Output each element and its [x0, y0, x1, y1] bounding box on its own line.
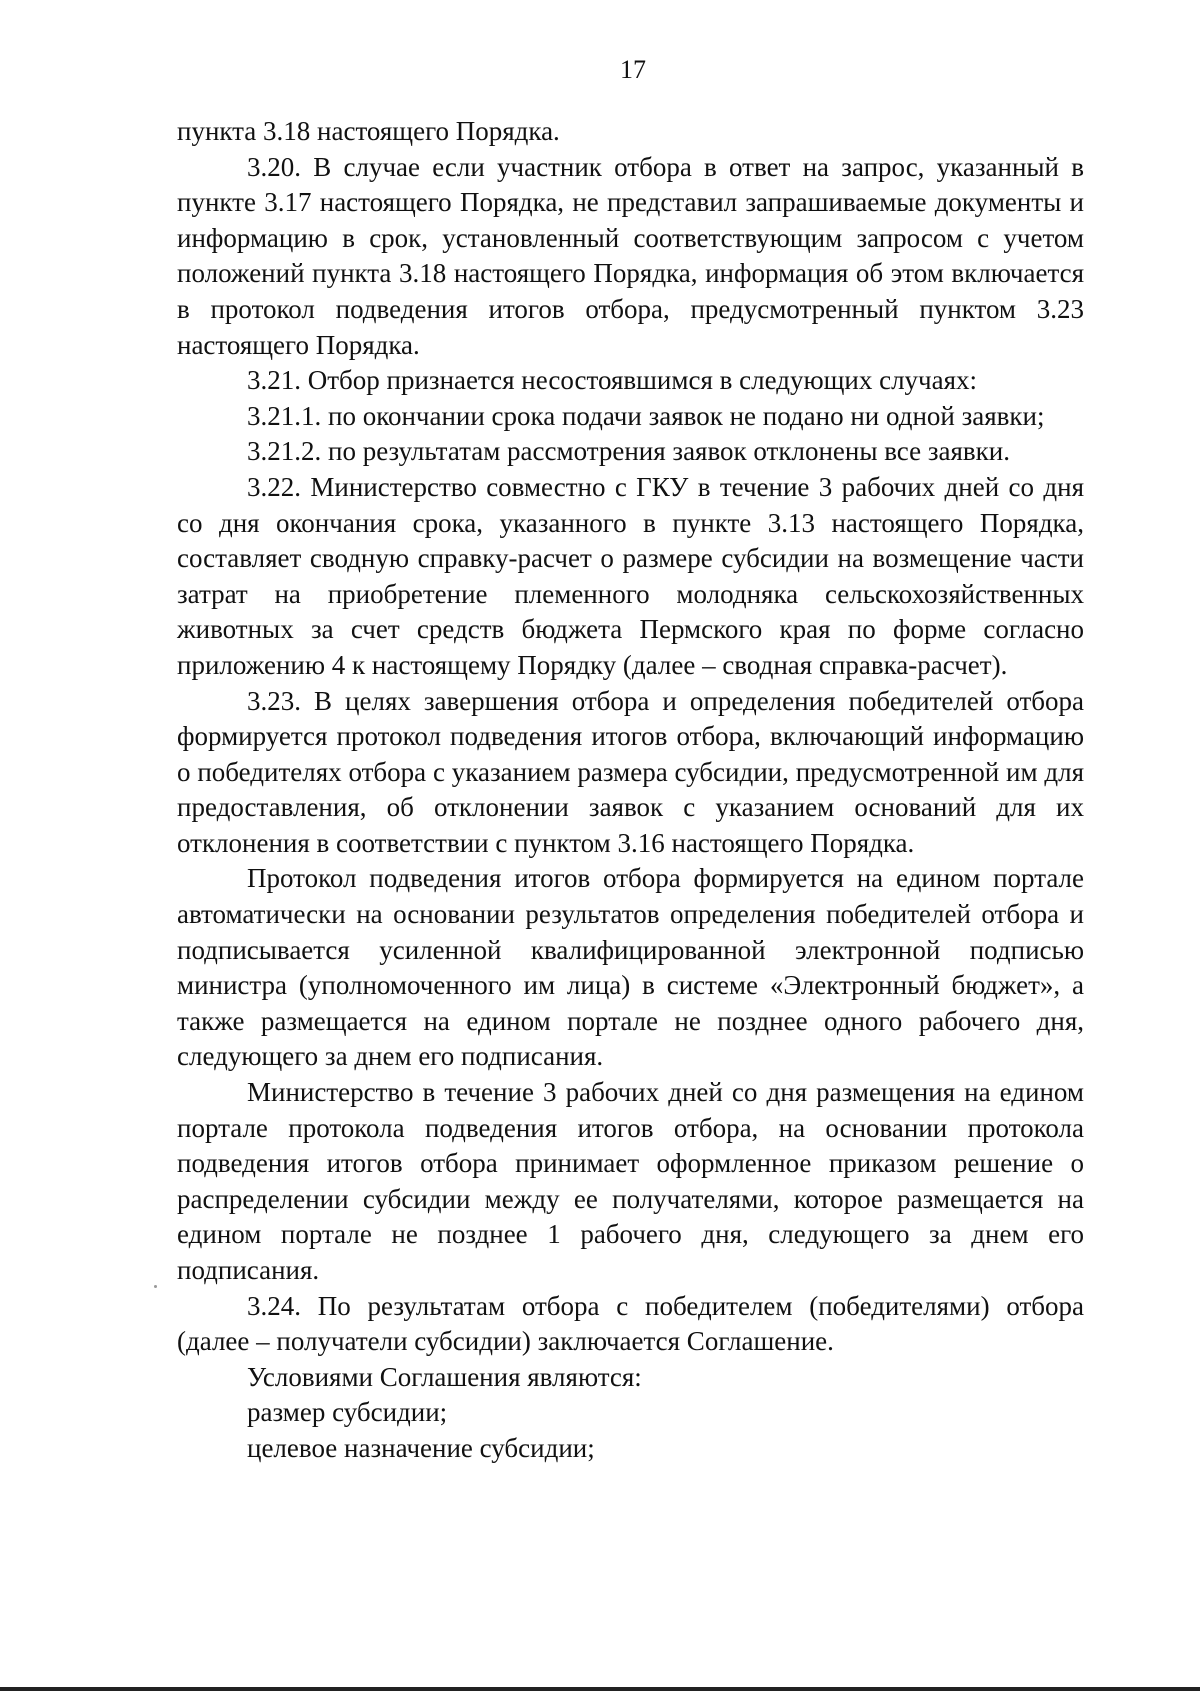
paragraph-3-21: 3.21. Отбор признается несостоявшимся в следующих случаях: [247, 365, 978, 396]
paragraph-protocol-formation: Протокол подведения итогов отбора формируется на едином портале автоматически на основании результатов определения победителей отбора и подписывается усиленной квалифицированной электронной подписью министра (уполномоченного им лица) в системе «Электронный бюджет», а также размещается на едином портале не позднее одного рабочего дня, следующего за днем его подписания. [177, 863, 1084, 1072]
paragraph-3-22: 3.22. Министерство совместно с ГКУ в течение 3 рабочих дней со дня со дня окончания срока, указанного в пункте 3.13 настоящего Порядка, составляет сводную справку-расчет о размере субсидии на возмещение части затрат на приобретение племенного молодняка сельскохозяйственных животных за счет средств бюджета Пермского края по форме согласно приложению 4 к настоящему Порядку (далее – сводная справка-расчет). [177, 471, 1084, 680]
scan-speck [154, 1285, 157, 1288]
document-body [177, 114, 1084, 1467]
list-item-subsidy-amount: размер субсидии; [247, 1397, 448, 1428]
list-item-subsidy-purpose: целевое назначение субсидии; [247, 1432, 595, 1463]
paragraph-3-21-2: 3.21.2. по результатам рассмотрения заявок отклонены все заявки. [247, 436, 1010, 467]
scan-bottom-edge [0, 1687, 1200, 1691]
paragraph-3-20: 3.20. В случае если участник отбора в ответ на запрос, указанный в пункте 3.17 настоящего Порядка, не представил запрашиваемые документы и информацию в срок, установленный соответствующим запросом с учетом положений пункта 3.18 настоящего Порядка, информация об этом включается в протокол подведения итогов отбора, предусмотренный пунктом 3.23 настоящего Порядка. [177, 151, 1084, 360]
page-number: 17 [620, 55, 646, 84]
paragraph-ministry-decision: Министерство в течение 3 рабочих дней со дня размещения на едином портале протокола подведения итогов отбора, на основании протокола подведения итогов отбора принимает оформленное приказом решение о распределении субсидии между ее получателями, которое размещается на едином портале не позднее 1 рабочего дня, следующего за днем его подписания. [177, 1077, 1084, 1285]
paragraph-continuation: пункта 3.18 настоящего Порядка. [177, 116, 560, 146]
paragraph-3-24: 3.24. По результатам отбора с победителем (победителями) отбора (далее – получатели субсидии) заключается Соглашение. [177, 1290, 1084, 1357]
paragraph-agreement-conditions: Условиями Соглашения являются: [247, 1361, 642, 1392]
paragraph-3-23: 3.23. В целях завершения отбора и определения победителей отбора формируется протокол подведения итогов отбора, включающий информацию о победителях отбора с указанием размера субсидии, предусмотренной им для предоставления, об отклонении заявок с указанием оснований для их отклонения в соответствии с пунктом 3.16 настоящего Порядка. [177, 685, 1084, 858]
paragraph-3-21-1: 3.21.1. по окончании срока подачи заявок не подано ни одной заявки; [247, 400, 1045, 431]
